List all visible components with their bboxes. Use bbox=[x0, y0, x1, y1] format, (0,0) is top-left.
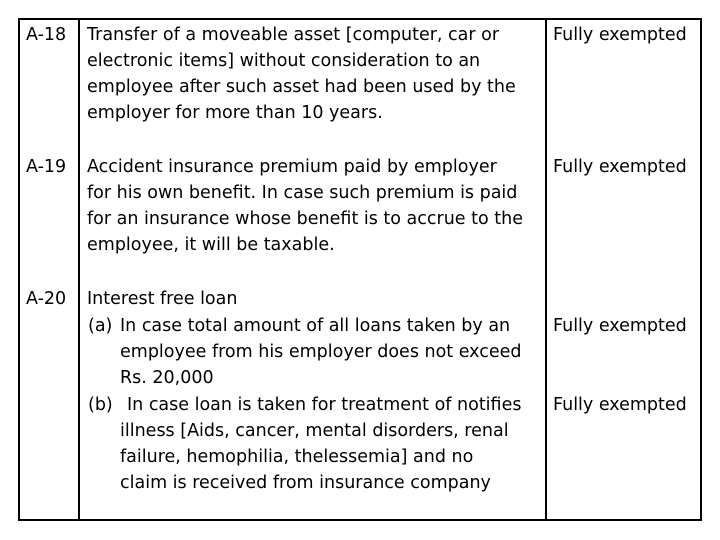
row-text-line: for an insurance whose benefit is to accrue to the bbox=[87, 209, 523, 229]
row-text-line: electronic items] without consideration to an bbox=[87, 51, 481, 71]
subitem-text-line: In case loan is taken for treatment of notifies bbox=[127, 395, 522, 415]
subitem-text-line: failure, hemophilia, thelessemia] and no bbox=[120, 447, 474, 467]
row-status: Fully exempted bbox=[553, 25, 687, 45]
subitem-marker: (b) bbox=[88, 395, 113, 415]
subitem-status: Fully exempted bbox=[553, 395, 687, 415]
subitem-status: Fully exempted bbox=[553, 316, 687, 336]
row-text-line: Transfer of a moveable asset [computer, car or bbox=[87, 25, 500, 45]
row-status: Fully exempted bbox=[553, 157, 687, 177]
row-text-line: employee after such asset had been used by the bbox=[87, 77, 516, 97]
row-heading: Interest free loan bbox=[87, 289, 238, 309]
row-id: A-18 bbox=[26, 25, 67, 45]
row-text-line: employee, it will be taxable. bbox=[87, 235, 335, 255]
subitem-text-line: claim is received from insurance company bbox=[120, 473, 491, 493]
column-divider-1 bbox=[78, 20, 80, 519]
row-id: A-20 bbox=[26, 289, 67, 309]
row-text-line: employer for more than 10 years. bbox=[87, 103, 383, 123]
subitem-text-line: In case total amount of all loans taken by an bbox=[120, 316, 511, 336]
subitem-text-line: employee from his employer does not exceed bbox=[120, 342, 522, 362]
row-text-line: Accident insurance premium paid by employer bbox=[87, 157, 497, 177]
subitem-text-line: illness [Aids, cancer, mental disorders, renal bbox=[120, 421, 509, 441]
row-text-line: for his own benefit. In case such premium is paid bbox=[87, 183, 518, 203]
row-id: A-19 bbox=[26, 157, 67, 177]
subitem-text-line: Rs. 20,000 bbox=[120, 368, 214, 388]
subitem-marker: (a) bbox=[88, 316, 113, 336]
column-divider-2 bbox=[545, 20, 547, 519]
